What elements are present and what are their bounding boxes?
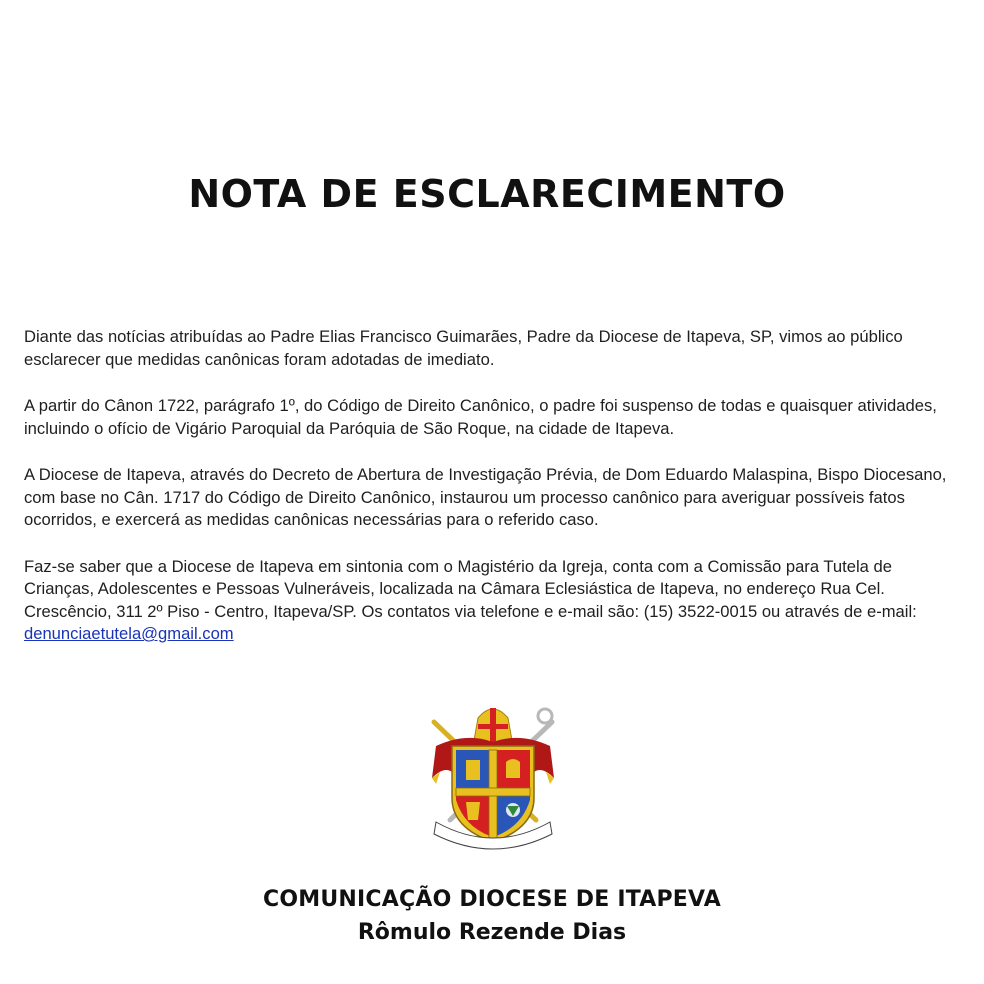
coat-of-arms-icon: [426, 702, 560, 854]
paragraph-1: Diante das notícias atribuídas ao Padre Elias Francisco Guimarães, Padre da Diocese de Itapeva, SP, vimos ao público esclarecer que medidas canônicas foram adotadas de imediato.: [24, 327, 903, 369]
signature-name: Rômulo Rezende Dias: [357, 920, 627, 945]
document-title: NOTA DE ESCLARECIMENTO: [188, 172, 786, 216]
signature-organization: COMUNICAÇÃO DIOCESE DE ITAPEVA: [263, 887, 721, 912]
email-link[interactable]: denunciaetutela@gmail.com: [24, 624, 234, 643]
document-body: [24, 326, 964, 670]
signature-block: [0, 884, 984, 950]
paragraph-4: [24, 556, 964, 646]
paragraph-2: A partir do Cânon 1722, parágrafo 1º, do Código de Direito Canônico, o padre foi suspenso de todas e quaisquer atividades, incluindo o ofício de Vigário Paroquial da Paróquia de São Roque, na cidade de Itapeva.: [24, 396, 937, 438]
paragraph-3: A Diocese de Itapeva, através do Decreto de Abertura de Investigação Prévia, de Dom Eduardo Malaspina, Bispo Diocesano, com base no Cân. 1717 do Código de Direito Canônico, instaurou um processo canônico para averiguar possíveis fatos ocorridos, e exercerá as medidas canônicas necessárias para o referido caso.: [24, 465, 947, 529]
paragraph-4-text: Faz-se saber que a Diocese de Itapeva em sintonia com o Magistério da Igreja, conta com a Comissão para Tutela de Crianças, Adolescentes e Pessoas Vulneráveis, localizada na Câmara Eclesiástica de Itapeva, no endereço Rua Cel. Crescêncio, 311 2º Piso - Centro, Itapeva/SP. Os contatos via telefone e e-mail são: (15) 3522-0015 ou através de e-mail:: [24, 556, 917, 621]
diocese-crest-logo: [426, 702, 560, 854]
